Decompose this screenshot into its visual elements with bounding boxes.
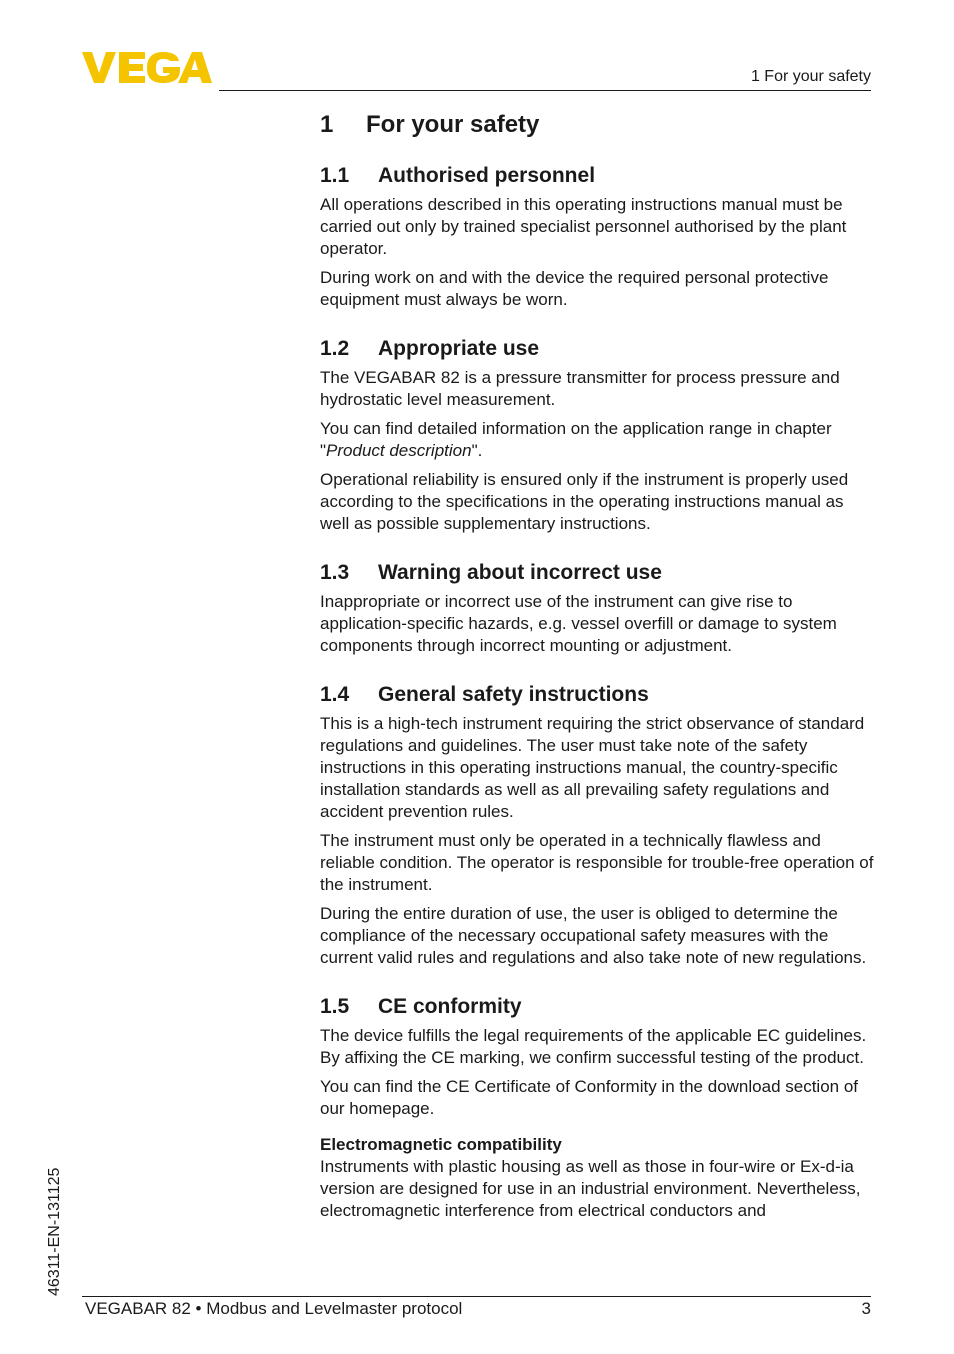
paragraph: This is a high-tech instrument requiring the strict observance of standard regulations and guidelines. The user must take note of the safety instructions in this operating instructions manual, the country-specific installation standards as well as all prevailing safety regulations and accident prevention rules.	[320, 714, 865, 821]
chapter-reference: Product description	[326, 441, 472, 460]
section-title: Authorised personnel	[378, 164, 596, 187]
chapter-title: For your safety	[366, 111, 540, 138]
paragraph: You can find the CE Certificate of Conformity in the download section of our homepage.	[320, 1077, 859, 1118]
paragraph: Inappropriate or incorrect use of the instrument can give rise to application-specific hazards, e.g. vessel overfill or damage to system components through incorrect mounting or adjustment.	[320, 592, 837, 655]
section-number: 1.1	[320, 164, 350, 187]
footer-product: VEGABAR 82 • Modbus and Levelmaster protocol	[85, 1299, 463, 1318]
section-heading-1-4	[320, 681, 876, 709]
section-title: Warning about incorrect use	[378, 561, 662, 584]
section-heading-1-2	[320, 335, 876, 363]
page-number: 3	[861, 1299, 871, 1318]
section-title: Appropriate use	[378, 337, 540, 360]
document-code: 46311-EN-131125	[46, 1167, 63, 1296]
paragraph	[320, 418, 876, 462]
paragraph: The instrument must only be operated in a technically flawless and reliable condition. The operator is responsible for trouble-free operation of the instrument.	[320, 831, 874, 894]
paragraph: The VEGABAR 82 is a pressure transmitter for process pressure and hydrostatic level measurement.	[320, 368, 840, 409]
section-title: CE conformity	[378, 995, 522, 1018]
header-divider	[219, 90, 871, 91]
chapter-number: 1	[320, 111, 334, 138]
paragraph: During the entire duration of use, the user is obliged to determine the compliance of the necessary occupational safety measures with the current valid rules and regulations and also take note of new regulations.	[320, 904, 867, 967]
section-number: 1.3	[320, 561, 350, 584]
paragraph-text: You can find detailed information on the application range in chapter "	[320, 419, 832, 460]
section-number: 1.4	[320, 683, 350, 706]
paragraph: Operational reliability is ensured only if the instrument is properly used according to the specifications in the operating instructions manual as well as possible supplementary instructions.	[320, 470, 849, 533]
vega-logo	[82, 52, 212, 84]
paragraph-text: ".	[471, 441, 483, 460]
section-heading-1-5	[320, 993, 876, 1021]
chapter-heading	[320, 108, 876, 142]
section-heading-1-1	[320, 162, 876, 190]
paragraph: Instruments with plastic housing as well as those in four-wire or Ex-d-ia version are designed for use in an industrial environment. Nevertheless, electromagnetic interference from electrical conductors and	[320, 1157, 861, 1220]
section-title: General safety instructions	[378, 683, 649, 706]
paragraph: The device fulfills the legal requirements of the applicable EC guidelines. By affixing the CE marking, we confirm successful testing of the product.	[320, 1026, 867, 1067]
section-number: 1.2	[320, 337, 350, 360]
section-heading-1-3	[320, 559, 876, 587]
running-header: 1 For your safety	[750, 68, 871, 85]
footer-divider	[82, 1296, 871, 1297]
section-number: 1.5	[320, 995, 350, 1018]
paragraph: All operations described in this operating instructions manual must be carried out only by trained specialist personnel authorised by the plant operator.	[320, 195, 847, 258]
page-content	[320, 108, 876, 1229]
subheading-emc: Electromagnetic compatibility	[320, 1135, 562, 1154]
paragraph: During work on and with the device the required personal protective equipment must always be worn.	[320, 268, 829, 309]
